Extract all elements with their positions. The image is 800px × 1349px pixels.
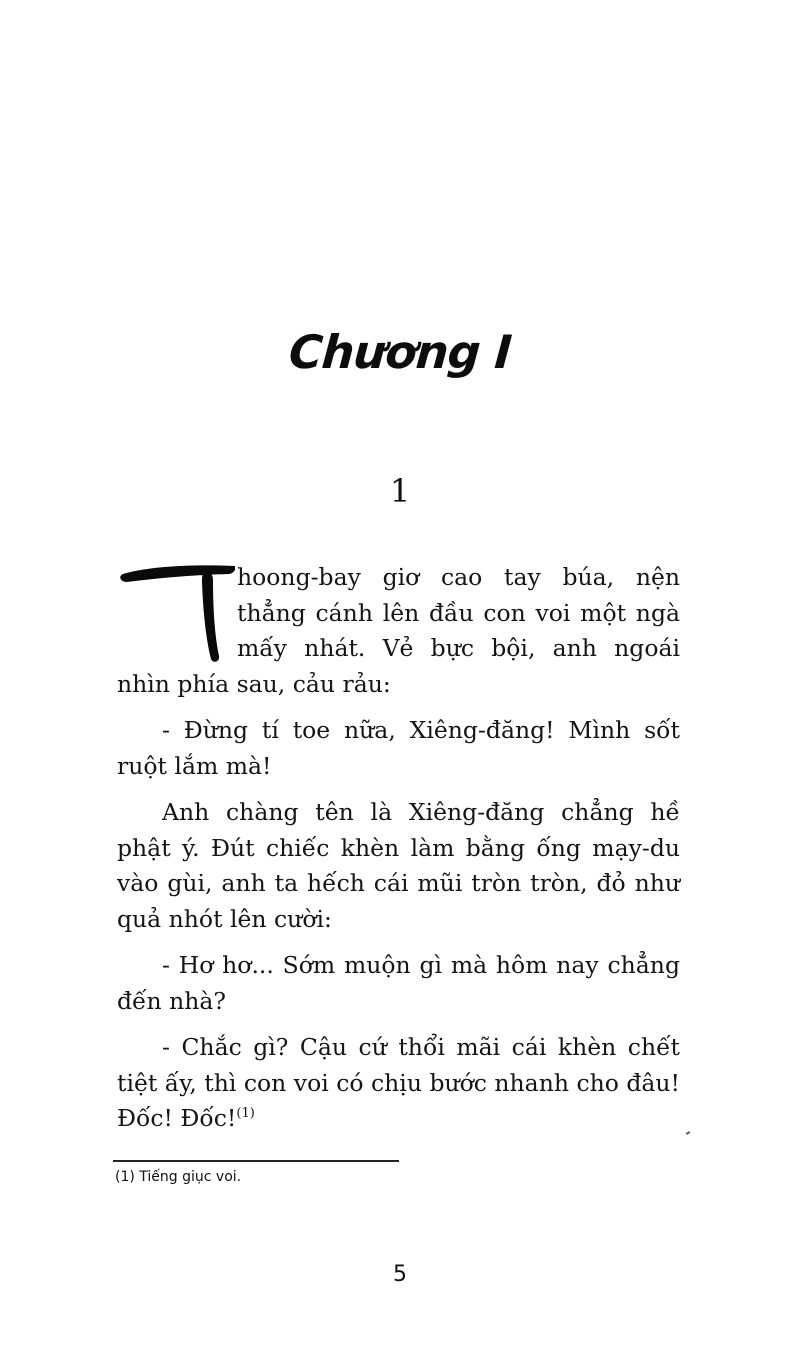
page-number: 5 — [393, 1262, 407, 1287]
paragraph-2: - Đừng tí toe nữa, Xiêng-đăng! Mình sốt ruột lắm mà! — [117, 716, 680, 780]
paragraph-3: Anh chàng tên là Xiêng-đăng chẳng hề phật ý. Đút chiếc khèn làm bằng ống mạy-du vào gùi, anh ta hếch cái mũi tròn tròn, đỏ như quả nhót lên cười: — [117, 798, 680, 933]
paragraph-5 — [117, 1030, 680, 1137]
footnote-divider — [113, 1160, 399, 1162]
dropcap-t-icon — [117, 560, 235, 664]
dropcap-letter-t — [117, 560, 235, 664]
scan-speck — [686, 1131, 690, 1135]
paragraph-1-text: hoong-bay giơ cao tay búa, nện thẳng cánh lên đầu con voi một ngà mấy nhát. Vẻ bực bội, anh ngoái nhìn phía sau, cảu rảu: — [117, 563, 680, 698]
body-text — [117, 560, 680, 1148]
section-number: 1 — [389, 472, 411, 510]
paragraph-1 — [117, 560, 680, 702]
paragraph-5-text: - Chắc gì? Cậu cứ thổi mãi cái khèn chết tiệt ấy, thì con voi có chịu bước nhanh cho đâu! Đốc! Đốc! — [117, 1033, 680, 1132]
chapter-title: Chương I — [287, 325, 513, 379]
footnote-1: (1) Tiếng giục voi. — [115, 1169, 242, 1185]
footnote-reference[interactable]: (1) — [236, 1106, 255, 1122]
paragraph-4: - Hơ hơ... Sớm muộn gì mà hôm nay chẳng đến nhà? — [117, 951, 680, 1015]
